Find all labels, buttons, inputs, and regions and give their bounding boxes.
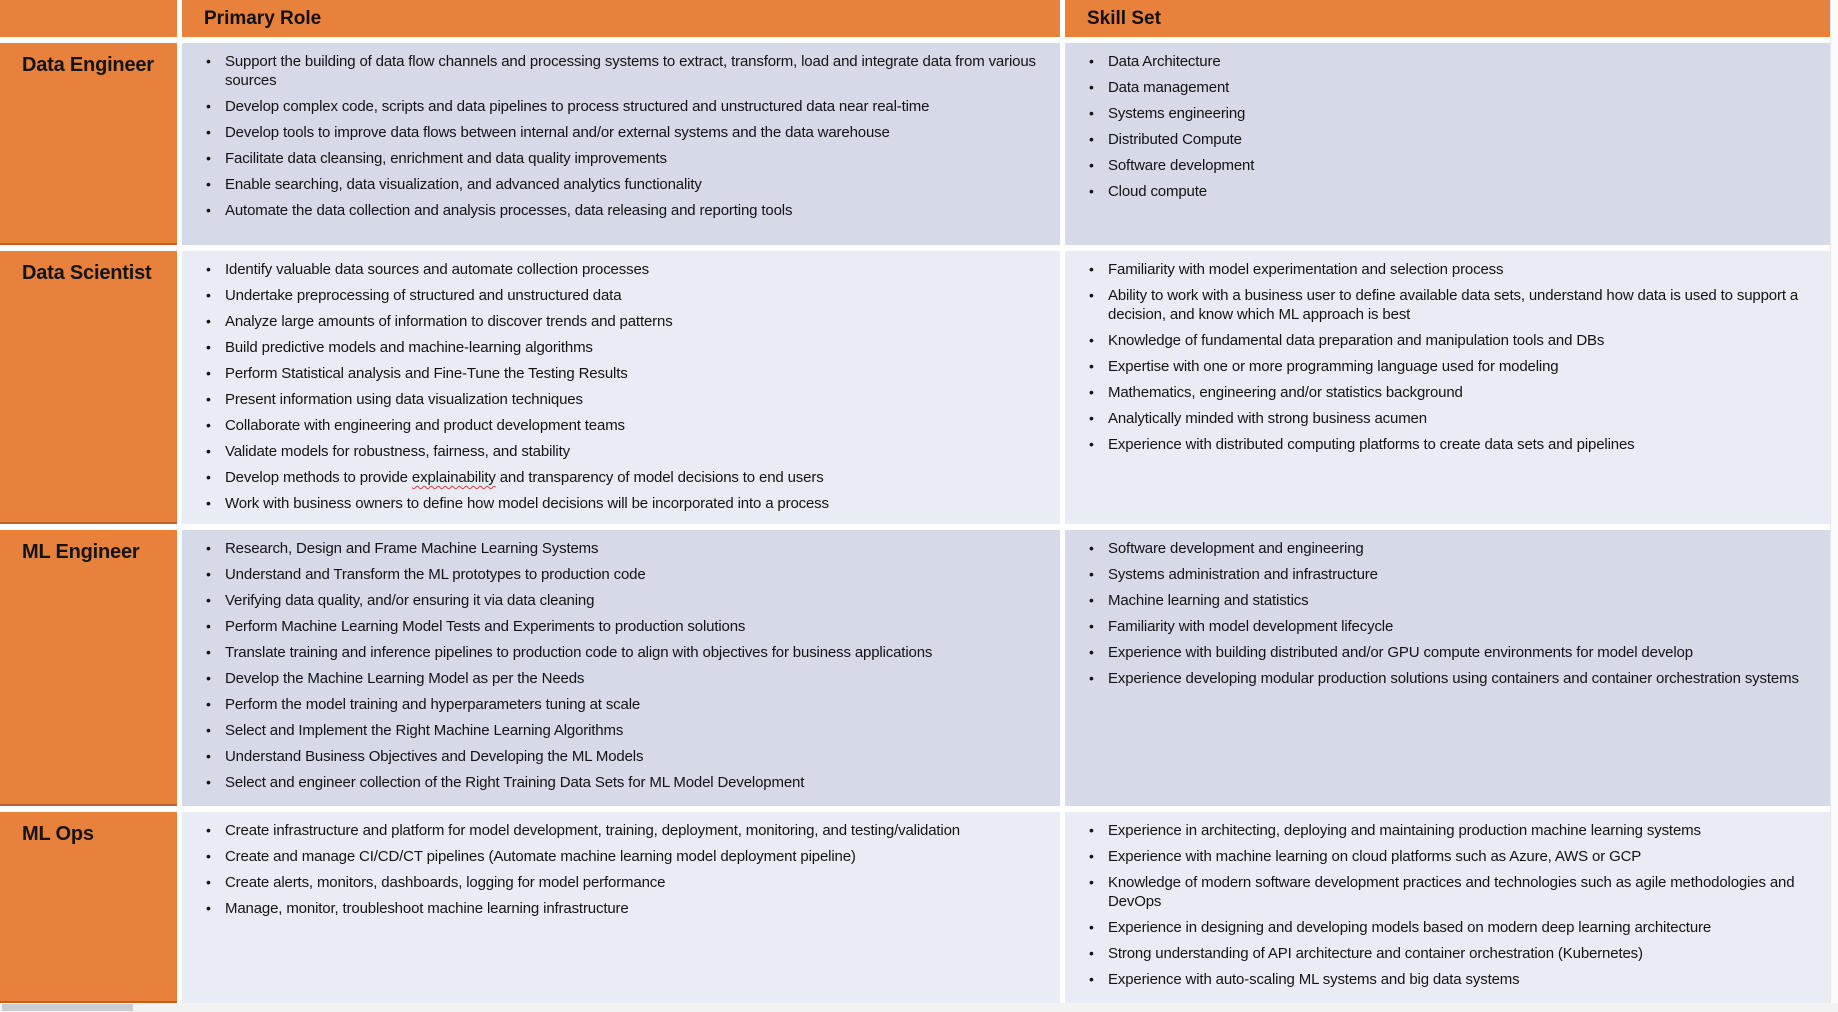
bullet-item: • Build predictive models and machine-learning algorithms [202, 338, 1046, 357]
bullet-item: • Data Architecture [1085, 52, 1816, 71]
bullet-item: • Present information using data visualization techniques [202, 390, 1046, 409]
bullet-item: • Analyze large amounts of information to discover trends and patterns [202, 312, 1046, 331]
bullet-item: • Validate models for robustness, fairness, and stability [202, 442, 1046, 461]
bullet-item: • Software development and engineering [1085, 539, 1816, 558]
bullet-text-part: Develop methods to provide [225, 469, 412, 486]
bullet-item: • Facilitate data cleansing, enrichment and data quality improvements [202, 149, 1046, 168]
bullet-item [202, 468, 1046, 487]
skill-set-cell-data-scientist [1065, 251, 1830, 524]
skill-set-cell-ml-engineer [1065, 530, 1830, 806]
bullet-item: • Expertise with one or more programming language used for modeling [1085, 357, 1816, 376]
bullet-item: • Research, Design and Frame Machine Learning Systems [202, 539, 1046, 558]
bullet-item: • Enable searching, data visualization, and advanced analytics functionality [202, 175, 1046, 194]
bullet-item: • Create alerts, monitors, dashboards, logging for model performance [202, 873, 1046, 892]
role-cell-ml-engineer: ML Engineer [0, 530, 177, 806]
primary-role-cell-data-engineer [182, 43, 1060, 245]
bullet-item: • Perform Statistical analysis and Fine-Tune the Testing Results [202, 364, 1046, 383]
bullet-item: • Software development [1085, 156, 1816, 175]
bullet-item: • Knowledge of modern software development practices and technologies such as agile methodologies and DevOps [1085, 873, 1816, 911]
bullet-item: • Work with business owners to define how model decisions will be incorporated into a process [202, 494, 1046, 513]
horizontal-scrollbar-thumb[interactable] [2, 1004, 133, 1011]
header-cell-skill-set: Skill Set [1065, 0, 1830, 37]
bullet-item: • Translate training and inference pipelines to production code to align with objectives for business applications [202, 643, 1046, 662]
bullet-item: • Experience in architecting, deploying and maintaining production machine learning systems [1085, 821, 1816, 840]
bullet-item: • Automate the data collection and analysis processes, data releasing and reporting tools [202, 201, 1046, 220]
bullet-list [1085, 539, 1816, 688]
header-cell-primary-role: Primary Role [182, 0, 1060, 37]
bullet-item: • Strong understanding of API architecture and container orchestration (Kubernetes) [1085, 944, 1816, 963]
skill-set-cell-data-engineer [1065, 43, 1830, 245]
bullet-item: • Manage, monitor, troubleshoot machine learning infrastructure [202, 899, 1046, 918]
bullet-list [1085, 260, 1816, 454]
bullet-item: • Analytically minded with strong business acumen [1085, 409, 1816, 428]
bullet-item: • Undertake preprocessing of structured and unstructured data [202, 286, 1046, 305]
bullet-item: • Experience in designing and developing models based on modern deep learning architecture [1085, 918, 1816, 937]
bullet-item: • Develop the Machine Learning Model as per the Needs [202, 669, 1046, 688]
bullet-item: • Perform the model training and hyperparameters tuning at scale [202, 695, 1046, 714]
role-cell-ml-ops: ML Ops [0, 812, 177, 1003]
header-cell-role [0, 0, 177, 37]
bullet-item: • Understand and Transform the ML prototypes to production code [202, 565, 1046, 584]
horizontal-scrollbar-track[interactable] [0, 1003, 1838, 1012]
bullet-list [1085, 52, 1816, 201]
bullet-item: • Identify valuable data sources and automate collection processes [202, 260, 1046, 279]
bullet-item: • Experience with auto-scaling ML systems and big data systems [1085, 970, 1816, 989]
bullet-item: • Familiarity with model experimentation and selection process [1085, 260, 1816, 279]
bullet-list [1085, 821, 1816, 989]
bullet-item: • Knowledge of fundamental data preparation and manipulation tools and DBs [1085, 331, 1816, 350]
bullet-item: • Systems administration and infrastructure [1085, 565, 1816, 584]
bullet-item: • Experience with distributed computing platforms to create data sets and pipelines [1085, 435, 1816, 454]
bullet-item: • Select and engineer collection of the Right Training Data Sets for ML Model Development [202, 773, 1046, 792]
bullet-item: • Verifying data quality, and/or ensuring it via data cleaning [202, 591, 1046, 610]
bullet-item: • Systems engineering [1085, 104, 1816, 123]
bullet-item: • Data management [1085, 78, 1816, 97]
bullet-item: • Perform Machine Learning Model Tests and Experiments to production solutions [202, 617, 1046, 636]
bullet-item: • Familiarity with model development lifecycle [1085, 617, 1816, 636]
bullet-text-part: and transparency of model decisions to end users [495, 469, 824, 486]
bullet-item: • Experience with machine learning on cloud platforms such as Azure, AWS or GCP [1085, 847, 1816, 866]
bullet-item: • Create and manage CI/CD/CT pipelines (Automate machine learning model deployment pipeline) [202, 847, 1046, 866]
bullet-item: • Experience with building distributed and/or GPU compute environments for model develop [1085, 643, 1816, 662]
right-margin-strip [1830, 0, 1838, 1012]
bullet-item: • Collaborate with engineering and product development teams [202, 416, 1046, 435]
bullet-item: • Develop complex code, scripts and data pipelines to process structured and unstructured data near real-time [202, 97, 1046, 116]
bullet-item: • Distributed Compute [1085, 130, 1816, 149]
bullet-list [202, 260, 1046, 513]
bullet-item: • Create infrastructure and platform for model development, training, deployment, monitoring, and testing/validation [202, 821, 1046, 840]
bullet-list [202, 821, 1046, 918]
bullet-item: • Mathematics, engineering and/or statistics background [1085, 383, 1816, 402]
role-cell-data-engineer: Data Engineer [0, 43, 177, 245]
bullet-list [202, 539, 1046, 792]
primary-role-cell-ml-engineer [182, 530, 1060, 806]
bullet-item: • Select and Implement the Right Machine Learning Algorithms [202, 721, 1046, 740]
skill-set-cell-ml-ops [1065, 812, 1830, 1003]
primary-role-cell-data-scientist [182, 251, 1060, 524]
bullet-list [202, 52, 1046, 220]
bullet-item: • Ability to work with a business user to define available data sets, understand how data is used to support a decision, and know which ML approach is best [1085, 286, 1816, 324]
bullet-item: • Cloud compute [1085, 182, 1816, 201]
bullet-item: • Machine learning and statistics [1085, 591, 1816, 610]
role-cell-data-scientist: Data Scientist [0, 251, 177, 524]
bullet-item: • Develop tools to improve data flows between internal and/or external systems and the data warehouse [202, 123, 1046, 142]
bullet-item: • Experience developing modular production solutions using containers and container orchestration systems [1085, 669, 1816, 688]
bullet-item: • Understand Business Objectives and Developing the ML Models [202, 747, 1046, 766]
spellcheck-squiggle-word: explainability [411, 469, 496, 486]
primary-role-cell-ml-ops [182, 812, 1060, 1003]
bullet-item: • Support the building of data flow channels and processing systems to extract, transform, load and integrate data from various sources [202, 52, 1046, 90]
